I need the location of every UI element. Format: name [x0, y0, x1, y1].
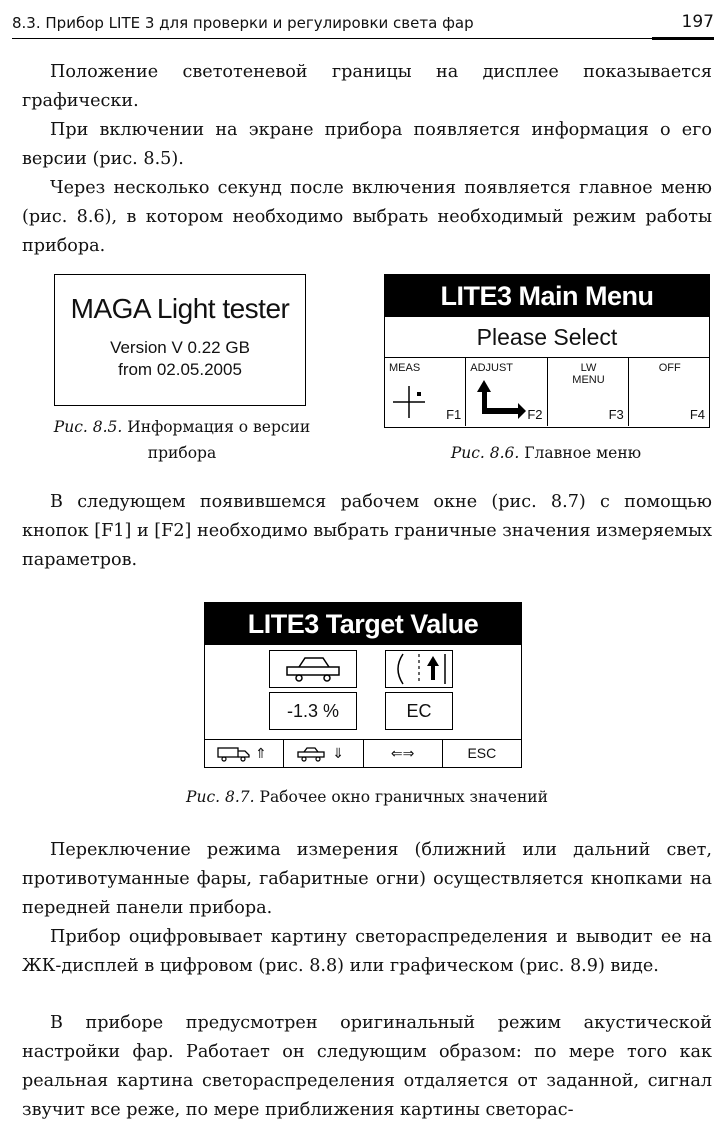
page-number: 197 — [681, 12, 714, 32]
version-screen-title: MAGA Light tester — [70, 293, 290, 324]
softkey-label: ADJUST — [470, 362, 514, 374]
softkey-lw-menu[interactable] — [548, 358, 629, 426]
truck-icon — [217, 746, 251, 762]
softkey-left-right[interactable]: ⇐⇒ — [364, 740, 443, 767]
arrow-down-icon: ⇓ — [332, 745, 344, 761]
softkey-f1: F1 — [446, 407, 462, 422]
main-menu-figure — [384, 274, 710, 428]
softkey-truck-up[interactable] — [205, 740, 284, 767]
paragraph-6: Прибор оцифровывает картину светораспределения и выводит ее на ЖК-дисплей в цифровом (рис. 8.8) или графическом (рис. 8.9) виде. — [22, 927, 712, 976]
target-value-title: LITE3 Target Value — [205, 603, 521, 645]
mode-value-field[interactable]: EC — [385, 692, 453, 730]
caption-number: Рис. 8.5. — [53, 418, 123, 436]
percent-value-field[interactable]: -1.3 % — [269, 692, 357, 730]
car-icon — [296, 746, 326, 762]
header-rule — [12, 38, 714, 39]
headlight-beam-icon — [389, 652, 449, 686]
header-rule-accent — [652, 37, 714, 40]
softkey-adjust[interactable] — [466, 358, 547, 426]
caption-text: Информация о версии прибора — [127, 418, 311, 462]
softkey-f4: F4 — [689, 407, 705, 422]
softkey-label: OFF — [658, 362, 681, 374]
softkey-off[interactable] — [629, 358, 709, 426]
softkey-f2: F2 — [527, 407, 543, 422]
crosshair-icon — [391, 380, 431, 420]
version-screen-date: from 02.05.2005 — [118, 360, 242, 379]
paragraph-7: В приборе предусмотрен оригинальный режим акустической настройки фар. Работает он следующим образом: по мере того как реальная картина светораспределения отдаляется от заданной, сигнал звучит все реже, по мере приближения картины светорас- — [22, 1013, 712, 1120]
softkey-f3: F3 — [608, 407, 624, 422]
caption-text: Главное меню — [524, 444, 642, 462]
softkey-meas[interactable] — [385, 358, 466, 426]
target-value-softkeys — [205, 739, 521, 767]
softkey-label: LW MENU — [572, 362, 605, 386]
beam-type-cell[interactable] — [385, 650, 453, 688]
section-title: 8.3. Прибор LITE 3 для проверки и регулировки света фар — [12, 14, 474, 32]
paragraph-5: Переключение режима измерения (ближний или дальний свет, противотуманные фары, габаритные огни) осуществляется кнопками на передней панели прибора. — [22, 840, 712, 918]
target-value-figure — [204, 602, 522, 768]
softkey-car-down[interactable] — [284, 740, 363, 767]
vehicle-type-cell[interactable] — [269, 650, 357, 688]
paragraph-2: При включении на экране прибора появляется информация о его версии (рис. 8.5). — [22, 120, 712, 169]
version-screen-figure — [54, 274, 306, 406]
caption-number: Рис. 8.6. — [450, 444, 520, 462]
version-screen-version: Version V 0.22 GB — [110, 338, 250, 357]
softkey-esc[interactable]: ESC — [467, 745, 497, 761]
figure-8-7-caption — [22, 784, 712, 810]
adjust-arrow-icon — [476, 378, 526, 424]
main-menu-title: LITE3 Main Menu — [385, 275, 709, 317]
car-icon — [283, 654, 343, 684]
main-menu-softkeys — [385, 358, 709, 426]
paragraph-1: Положение светотеневой границы на дисплее показывается графически. — [22, 62, 712, 111]
paragraph-4: В следующем появившемся рабочем окне (рис. 8.7) с помощью кнопок [F1] и [F2] необходимо выбрать граничные значения измеряемых параметров. — [22, 492, 712, 570]
figure-8-5-caption — [22, 414, 342, 466]
softkey-label: MEAS — [389, 362, 421, 374]
arrow-up-icon: ⇑ — [255, 745, 267, 761]
paragraph-3: Через несколько секунд после включения появляется главное меню (рис. 8.6), в котором необходимо выбрать необходимый режим работы прибора. — [22, 178, 712, 256]
main-menu-subtitle: Please Select — [385, 317, 709, 358]
figure-8-6-caption — [384, 440, 708, 466]
caption-text: Рабочее окно граничных значений — [259, 788, 548, 806]
caption-number: Рис. 8.7. — [186, 788, 255, 806]
